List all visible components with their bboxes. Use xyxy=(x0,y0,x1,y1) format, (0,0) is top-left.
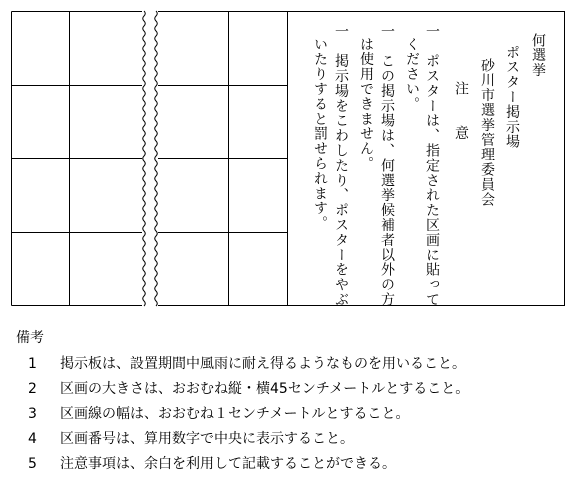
remark-number: 2 xyxy=(28,381,37,397)
remark-text: 区画番号は、算用数字で中央に表示すること。 xyxy=(60,431,354,447)
poster-grid-right xyxy=(158,12,288,306)
break-lines xyxy=(143,11,158,306)
remark-number: 1 xyxy=(28,356,37,372)
caution-item-1: 一 ポスターは、指定された区画に貼って xyxy=(424,24,440,308)
remark-number: 4 xyxy=(28,431,37,447)
remark-item xyxy=(16,456,566,481)
remarks-heading: 備考 xyxy=(16,330,44,346)
remark-item xyxy=(16,431,566,456)
caution-item-1-continued: ください。 xyxy=(404,37,420,112)
poster-grid-left xyxy=(12,12,143,306)
issuer-name: 砂川市選挙管理委員会 xyxy=(479,58,495,207)
caution-item-3: 一 掲示場をこわしたり、ポスターをやぶ xyxy=(333,24,349,308)
remark-number: 3 xyxy=(28,406,37,422)
remark-number: 5 xyxy=(28,456,37,472)
remark-item xyxy=(16,356,566,381)
caution-item-2-continued: は使用できません。 xyxy=(358,37,374,172)
remark-text: 掲示板は、設置期間中風雨に耐え得るようなものを用いること。 xyxy=(60,356,466,372)
break-line-left xyxy=(143,11,146,306)
remark-item xyxy=(16,406,566,431)
caution-heading: 注 意 xyxy=(453,81,469,141)
remark-text: 区画の大きさは、おおむね縦・横45センチメートルとすること。 xyxy=(60,381,470,397)
remark-item xyxy=(16,381,566,406)
caution-item-3-continued: いたりすると罰せられます。 xyxy=(312,37,328,231)
poster-board-subtitle: ポスター掲示場 xyxy=(504,45,520,150)
election-title: 何選挙 xyxy=(530,33,546,78)
break-line-right xyxy=(155,11,158,306)
remark-text: 区画線の幅は、おおむね１センチメートルとすること。 xyxy=(60,406,410,422)
remarks-section xyxy=(16,330,566,481)
caution-item-2: 一 この掲示場は、何選挙候補者以外の方 xyxy=(379,24,395,308)
remark-text: 注意事項は、余白を利用して記載することができる。 xyxy=(60,456,396,472)
